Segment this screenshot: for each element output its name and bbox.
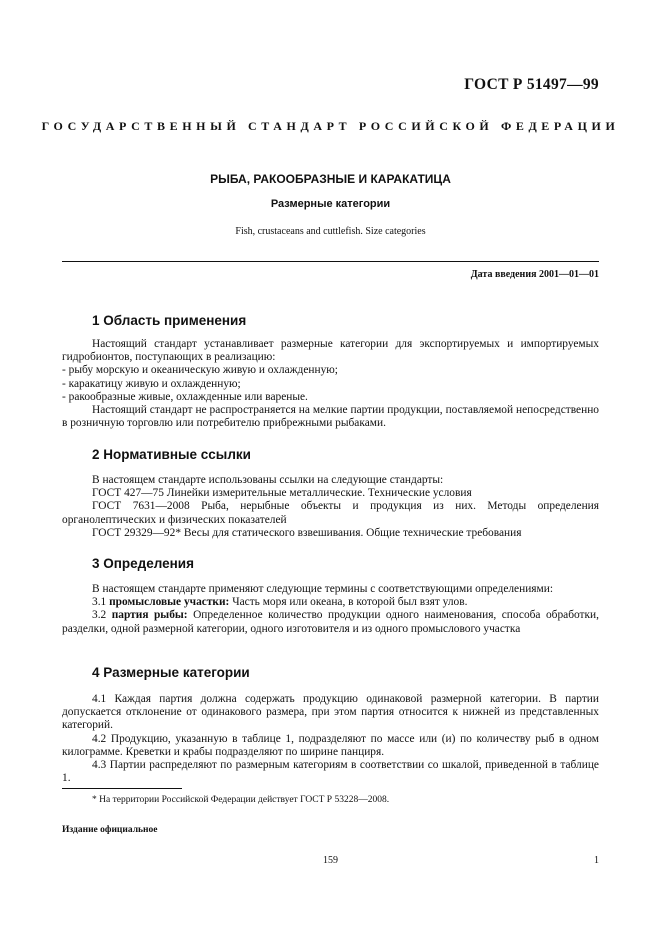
section-1-heading: 1 Область применения (92, 313, 247, 328)
section-1-list-item: - ракообразные живые, охлажденные или вареные. (62, 390, 308, 403)
normative-reference: ГОСТ 7631—2008 Рыба, нерыбные объекты и продукция из них. Методы определения органолептических и физических показателей (62, 500, 599, 526)
normative-reference: ГОСТ 427—75 Линейки измерительные металлические. Технические условия (92, 487, 472, 500)
title-divider (62, 261, 599, 262)
gost-number: ГОСТ Р 51497—99 (464, 76, 599, 93)
section-2-body (62, 474, 599, 540)
english-title: Fish, crustaceans and cuttlefish. Size categories (235, 226, 426, 237)
section-1-paragraph-2: Настоящий стандарт не распространяется на мелкие партии продукции, поставляемой непосредственно в розничную торговлю или потребителю прибрежными рыбаками. (62, 404, 599, 430)
section-2-intro: В настоящем стандарте использованы ссылки на следующие стандарты: (92, 474, 444, 486)
definition-3-2 (62, 609, 599, 635)
edition-label: Издание официальное (62, 825, 158, 835)
section-1-body (62, 338, 599, 430)
definition-number: 3.2 (92, 609, 107, 622)
clause-4-1: 4.1 Каждая партия должна содержать продукцию одинаковой размерной категории. В партии допускается отклонение от одинакового размера, при этом партия относится к нижней из представленных категорий. (62, 693, 599, 732)
definition-text: Определенное количество продукции одного наименования, способа обработки, разделки, одной размерной категории, одного изготовителя и из одного промыслового участка (62, 609, 599, 635)
clause-4-3: 4.3 Партии распределяют по размерным категориям в соответствии со шкалой, приведенной в таблице 1. (62, 759, 599, 785)
definition-text: Часть моря или океана, в которой был взят улов. (232, 596, 468, 609)
state-standard-heading: ГОСУДАРСТВЕННЫЙ СТАНДАРТ РОССИЙСКОЙ ФЕДЕРАЦИИ (41, 119, 620, 133)
section-1-list-item: - каракатицу живую и охлажденную; (62, 377, 241, 390)
normative-reference: ГОСТ 29329—92* Весы для статического взвешивания. Общие технические требования (92, 526, 522, 539)
section-4-heading: 4 Размерные категории (92, 665, 250, 680)
definition-term: партия рыбы: (111, 609, 188, 622)
page-number: 159 (323, 855, 338, 866)
document-title: РЫБА, РАКООБРАЗНЫЕ И КАРАКАТИЦА (210, 172, 451, 186)
footnote: * На территории Российской Федерации действует ГОСТ Р 53228—2008. (92, 795, 390, 805)
definition-3-1 (62, 596, 599, 609)
section-4-body (62, 693, 599, 785)
definition-term: промысловые участки: (109, 596, 230, 609)
footnote-divider (62, 788, 182, 789)
section-3-heading: 3 Определения (92, 556, 194, 571)
document-subtitle: Размерные категории (270, 198, 391, 210)
definition-number: 3.1 (92, 596, 107, 609)
section-2-heading: 2 Нормативные ссылки (92, 447, 251, 462)
introduction-date: Дата введения 2001—01—01 (470, 269, 599, 280)
section-3-body (62, 583, 599, 636)
section-1-paragraph-1: Настоящий стандарт устанавливает размерные категории для экспортируемых и импортируемых гидробионтов, поступающих в реализацию: (62, 338, 599, 364)
page-corner-number: 1 (594, 855, 599, 866)
clause-4-2: 4.2 Продукцию, указанную в таблице 1, подразделяют по массе или (и) по количеству рыб в одном килограмме. Креветки и крабы подразделяют по ширине панциря. (62, 732, 599, 758)
section-3-intro: В настоящем стандарте применяют следующие термины с соответствующими определениями: (92, 583, 554, 595)
section-1-list-item: - рыбу морскую и океаническую живую и охлажденную; (62, 364, 338, 377)
